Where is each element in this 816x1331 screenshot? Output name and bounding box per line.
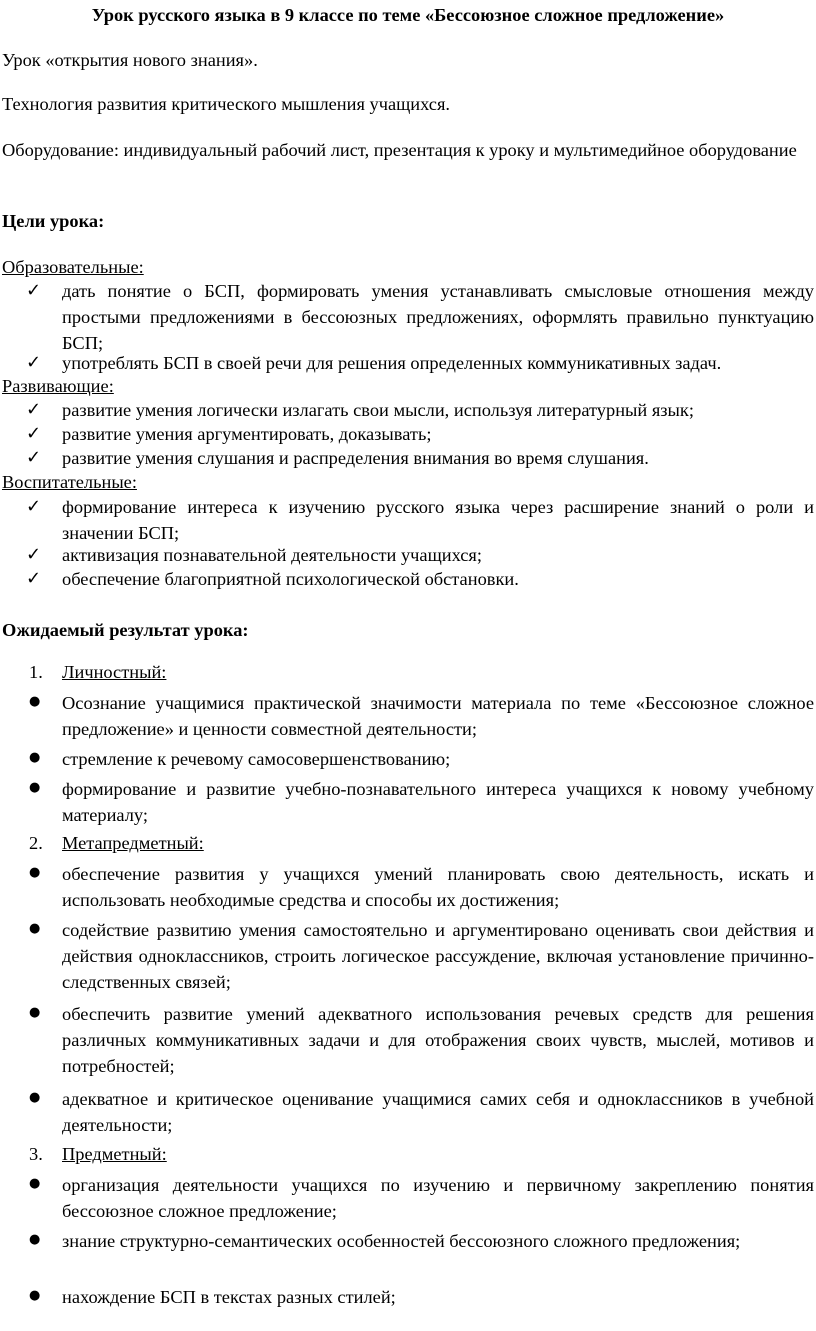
item-number: 3. bbox=[29, 1144, 43, 1164]
bullet-icon: ● bbox=[29, 865, 41, 880]
developing-label: Развивающие: bbox=[2, 376, 114, 396]
bullet-icon: ● bbox=[29, 1090, 41, 1105]
list-item: ● обеспечить развитие умений адекватного использования речевых средств для решения различных коммуникативных задачи и для отображения своих чувств, мыслей, мотивов и потребностей; bbox=[62, 1001, 814, 1079]
numbered-item bbox=[29, 659, 814, 685]
bullet-icon: ● bbox=[29, 1005, 41, 1020]
document-title: Урок русского языка в 9 классе по теме «Бессоюзное сложное предложение» bbox=[91, 5, 725, 25]
bullet-icon: ● bbox=[29, 780, 41, 795]
result-label: Личностный: bbox=[62, 662, 167, 682]
bullet-icon: ● bbox=[29, 750, 41, 765]
lesson-type: Урок «открытия нового знания». bbox=[2, 50, 258, 70]
checkmark-icon: ✓ bbox=[26, 496, 42, 517]
technology-line: Технология развития критического мышления учащихся. bbox=[2, 94, 451, 114]
list-item: ● нахождение БСП в текстах разных стилей; bbox=[62, 1284, 814, 1310]
list-item: ✓ развитие умения аргументировать, доказывать; bbox=[62, 421, 814, 447]
list-item: ● обеспечение развития у учащихся умений планировать свою деятельность, искать и использовать необходимые средства и способы их достижения; bbox=[62, 861, 814, 913]
list-item: ✓ развитие умения слушания и распределения внимания во время слушания. bbox=[62, 445, 814, 471]
result-label: Метапредметный: bbox=[62, 833, 204, 853]
bullet-icon: ● bbox=[29, 921, 41, 936]
list-item: ● формирование и развитие учебно-познавательного интереса учащихся к новому учебному материалу; bbox=[62, 776, 814, 828]
goals-heading: Цели урока: bbox=[2, 211, 105, 231]
result-label: Предметный: bbox=[62, 1144, 167, 1164]
bullet-icon: ● bbox=[29, 1288, 41, 1303]
educational-label: Образовательные: bbox=[2, 257, 144, 277]
numbered-item bbox=[29, 1141, 814, 1167]
list-item: ● организация деятельности учащихся по изучению и первичному закреплению понятия бессоюзное сложное предложение; bbox=[62, 1172, 814, 1224]
list-item: ● знание структурно-семантических особенностей бессоюзного сложного предложения; bbox=[62, 1228, 814, 1254]
list-item: ● стремление к речевому самосовершенствованию; bbox=[62, 746, 814, 772]
checkmark-icon: ✓ bbox=[26, 423, 42, 444]
list-item: ● Осознание учащимися практической значимости материала по теме «Бессоюзное сложное предложение» и ценности совместной деятельности; bbox=[62, 690, 814, 742]
numbered-item bbox=[29, 830, 814, 856]
bullet-icon: ● bbox=[29, 1232, 41, 1247]
results-heading: Ожидаемый результат урока: bbox=[2, 620, 249, 640]
equipment-line: Оборудование: индивидуальный рабочий лист, презентация к уроку и мультимедийное оборудование bbox=[2, 140, 797, 160]
checkmark-icon: ✓ bbox=[26, 280, 42, 301]
checkmark-icon: ✓ bbox=[26, 399, 42, 420]
list-item: ✓ употреблять БСП в своей речи для решения определенных коммуникативных задач. bbox=[62, 350, 814, 376]
checkmark-icon: ✓ bbox=[26, 447, 42, 468]
list-item: ● содействие развитию умения самостоятельно и аргументировано оценивать свои действия и действия одноклассников, строить логическое рассуждение, включая установление причинно-следственных связей; bbox=[62, 917, 814, 995]
item-number: 1. bbox=[29, 662, 43, 682]
list-item: ✓ обеспечение благоприятной психологической обстановки. bbox=[62, 566, 814, 592]
bullet-icon: ● bbox=[29, 1176, 41, 1191]
upbringing-label: Воспитательные: bbox=[2, 472, 137, 492]
checkmark-icon: ✓ bbox=[26, 544, 42, 565]
list-item: ✓ активизация познавательной деятельности учащихся; bbox=[62, 542, 814, 568]
checkmark-icon: ✓ bbox=[26, 568, 42, 589]
bullet-icon: ● bbox=[29, 694, 41, 709]
item-number: 2. bbox=[29, 833, 43, 853]
list-item: ✓ развитие умения логически излагать свои мысли, используя литературный язык; bbox=[62, 397, 814, 423]
checkmark-icon: ✓ bbox=[26, 352, 42, 373]
list-item: ✓ формирование интереса к изучению русского языка через расширение знаний о роли и значении БСП; bbox=[26, 496, 814, 543]
list-item: ✓ дать понятие о БСП, формировать умения устанавливать смысловые отношения между простыми предложениями в бессоюзных предложениях, оформлять правильно пунктуацию БСП; bbox=[26, 280, 814, 353]
list-item: ● адекватное и критическое оценивание учащимися самих себя и одноклассников в учебной деятельности; bbox=[62, 1086, 814, 1138]
